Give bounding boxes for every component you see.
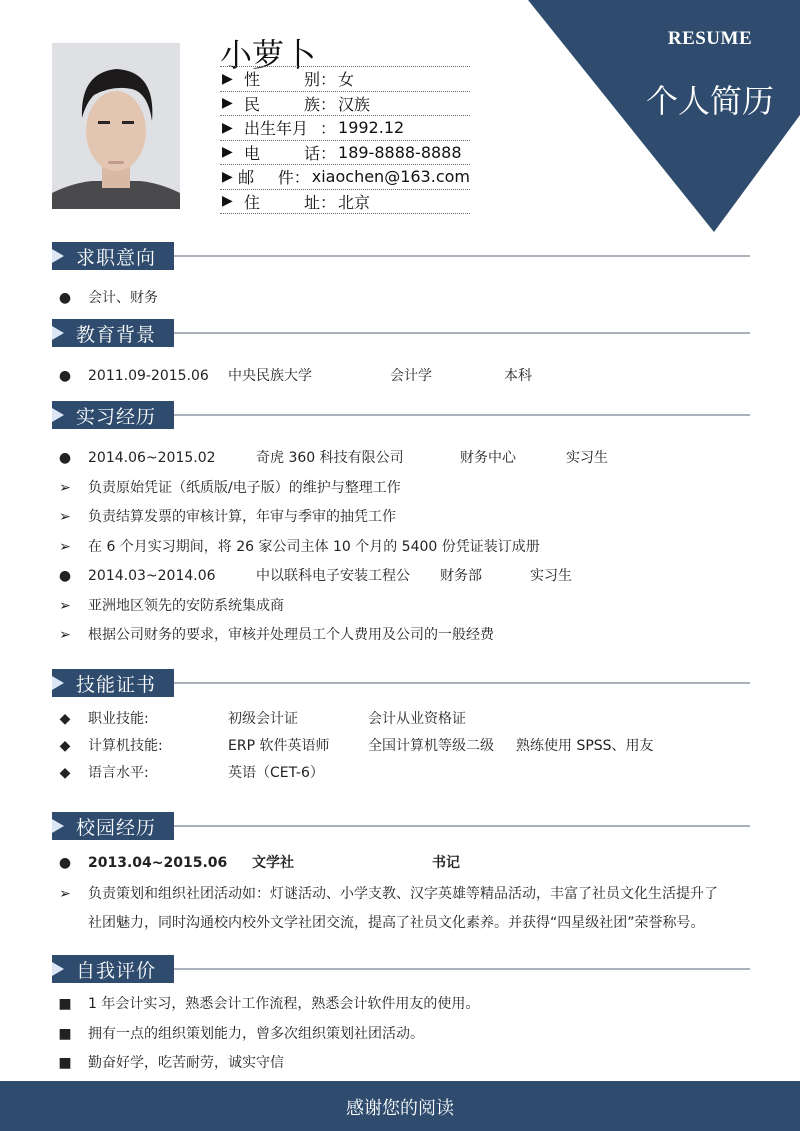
footer-thanks-text: 感谢您的阅读 bbox=[346, 1098, 454, 1119]
section-arrow-icon bbox=[52, 326, 64, 340]
square-bullet-icon: ■ bbox=[58, 996, 72, 1012]
info-row-birth: ▶ 出生年月 ： 1992.12 bbox=[220, 116, 470, 141]
resume-en-label: RESUME bbox=[667, 28, 753, 49]
diamond-bullet-icon: ◆ bbox=[59, 765, 71, 781]
info-label: 民 族 bbox=[244, 94, 320, 114]
section-arrow-icon bbox=[52, 408, 64, 422]
diamond-bullet-icon: ◆ bbox=[59, 738, 71, 754]
arrow-bullet-icon: ➢ bbox=[59, 509, 71, 525]
info-value: 北京 bbox=[338, 192, 371, 212]
resume-cn-title: 个人简历 bbox=[645, 82, 774, 120]
info-label: 住 址 bbox=[244, 192, 320, 212]
section-arrow-icon bbox=[52, 676, 64, 690]
section-arrow-icon bbox=[52, 819, 64, 833]
info-label: 性 别 bbox=[244, 70, 320, 90]
triangle-bullet-icon: ▶ bbox=[222, 119, 233, 136]
arrow-bullet-icon: ➢ bbox=[59, 886, 71, 902]
arrow-bullet-icon: ➢ bbox=[59, 627, 71, 643]
dot-bullet-icon: ● bbox=[58, 290, 72, 306]
section-arrow-icon bbox=[52, 249, 64, 263]
arrow-bullet-icon: ➢ bbox=[59, 480, 71, 496]
personal-info-list bbox=[220, 66, 470, 214]
dot-bullet-icon: ● bbox=[58, 855, 72, 871]
section-header-self-evaluation: 自我评价 bbox=[52, 955, 750, 983]
info-label: 邮 件 bbox=[238, 168, 294, 188]
section-arrow-icon bbox=[52, 962, 64, 976]
info-value: 汉族 bbox=[338, 94, 371, 114]
arrow-bullet-icon: ➢ bbox=[59, 598, 71, 614]
info-value: 女 bbox=[338, 70, 355, 90]
candidate-name: 小萝卜 bbox=[220, 36, 317, 74]
section-header-education: 教育背景 bbox=[52, 319, 750, 347]
info-row-email: ▶ 邮 件 ： xiaochen@163.com bbox=[220, 165, 470, 190]
info-value: 1992.12 bbox=[338, 118, 405, 138]
diamond-bullet-icon: ◆ bbox=[59, 711, 71, 727]
section-header-campus: 校园经历 bbox=[52, 812, 750, 840]
triangle-bullet-icon: ▶ bbox=[222, 144, 233, 161]
footer-banner bbox=[0, 1081, 800, 1131]
triangle-bullet-icon: ▶ bbox=[222, 168, 233, 185]
info-label: 电 话 bbox=[244, 143, 320, 163]
info-value: 189-8888-8888 bbox=[338, 142, 462, 162]
triangle-bullet-icon: ▶ bbox=[222, 193, 233, 210]
dot-bullet-icon: ● bbox=[58, 568, 72, 584]
section-header-skills: 技能证书 bbox=[52, 669, 750, 697]
info-value: xiaochen@163.com bbox=[311, 167, 470, 187]
info-row-ethnicity: ▶ 民 族 ： 汉族 bbox=[220, 92, 470, 117]
info-row-phone: ▶ 电 话 ： 189-8888-8888 bbox=[220, 141, 470, 166]
triangle-bullet-icon: ▶ bbox=[222, 70, 233, 87]
info-label: 出生年月 bbox=[244, 119, 309, 139]
section-header-internship: 实习经历 bbox=[52, 401, 750, 429]
arrow-bullet-icon: ➢ bbox=[59, 539, 71, 555]
profile-photo bbox=[52, 43, 180, 209]
square-bullet-icon: ■ bbox=[58, 1026, 72, 1042]
info-row-address: ▶ 住 址 ： 北京 bbox=[220, 190, 470, 215]
section-header-objective: 求职意向 bbox=[52, 242, 750, 270]
dot-bullet-icon: ● bbox=[58, 450, 72, 466]
info-row-gender: ▶ 性 别 ： 女 bbox=[220, 67, 470, 92]
square-bullet-icon: ■ bbox=[58, 1055, 72, 1071]
triangle-bullet-icon: ▶ bbox=[222, 95, 233, 112]
dot-bullet-icon: ● bbox=[58, 368, 72, 384]
